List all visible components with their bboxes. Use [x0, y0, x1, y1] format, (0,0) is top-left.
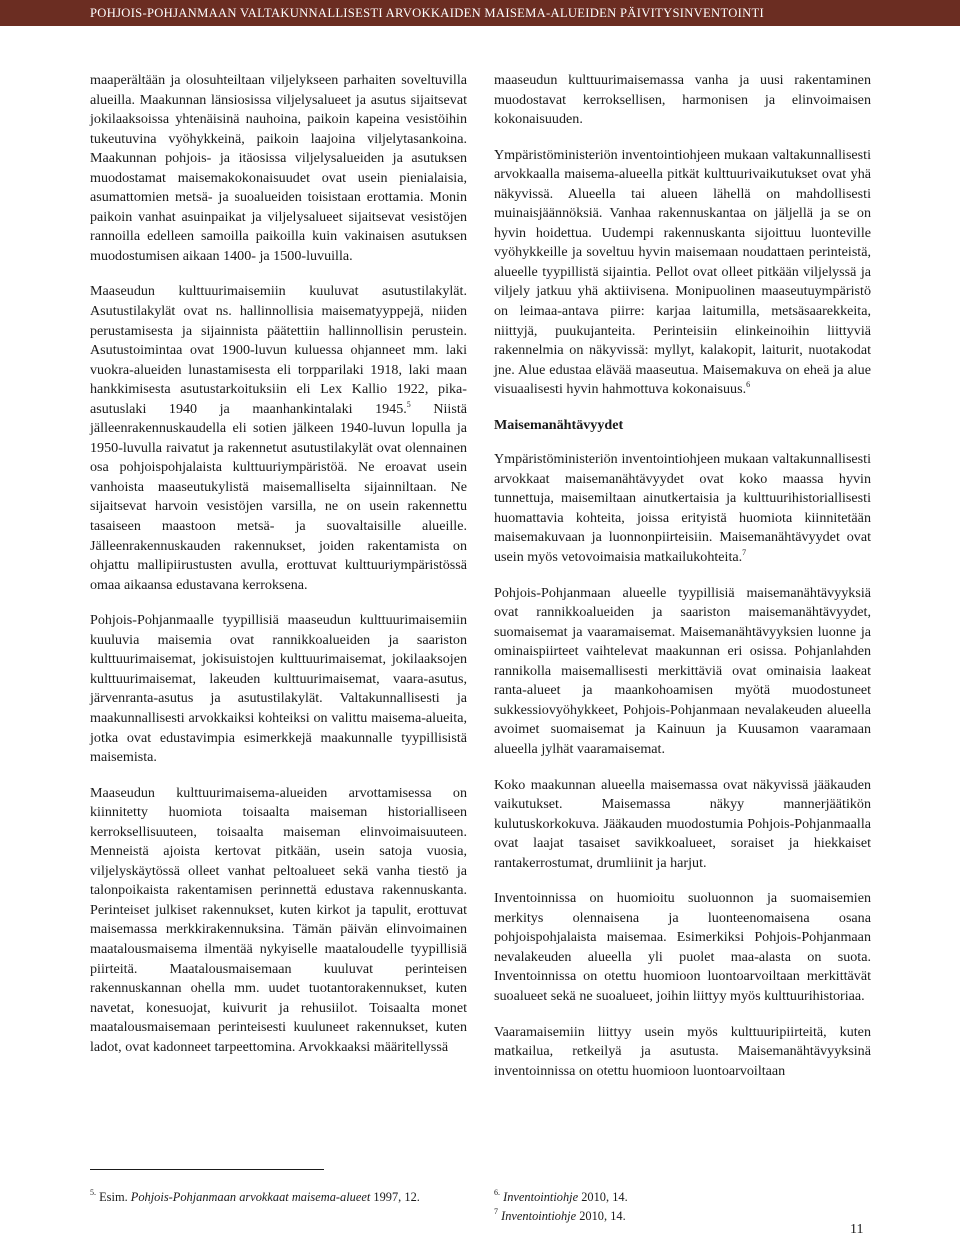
paragraph: Ympäristöministeriön inventointiohjeen mukaan valtakunnallisesti arvokkaalla maisema-alueella pitkät kulttuurivaikutukset ovat yhä näkyvissä. Alueella tai alueen lähellä on mahdollisesti muinaisjäännöksiä. Vanhaa rakennuskantaa on jäljellä ja se on hyvin hoidettua. Uudempi rakennuskanta sijoittuu luonteville vyöhykkeille ja soveltuu hyvin maisemaan noudattaen perinteistä, alueelle tyypillistä sijaintia. Pellot ovat olleet pitkään viljelyssä ja viljely jatkuu yhä aktiivisena. Monipuolinen maaseutuympäristö on leimaa-antava piirre: karjaa laitumilla, metsäsaarekkeita, niittyjä, puukujanteita. Perinteisiin elinkeinoihin liittyviä rakennelmia on näkyvissä: myllyt, kalakopit, laiturit, nuotakodat jne. Alue edustaa elävää maaseutua. Maisemakuva on eheä ja alue visuaalisesti hyvin hahmottuva kokonaisuus.$^6$: [494, 146, 871, 398]
footnote-ref: 7: [742, 548, 747, 558]
paragraph: maaseudun kulttuurimaisemassa vanha ja uusi rakentaminen muodostavat kerroksellisen, harmonisen ja elinvoimaisen kokonaisuuden.: [494, 72, 871, 128]
paragraph: Inventoinnissa on huomioitu suoluonnon ja suomaisemien merkitys olennaisena ja luonteenomaisena osana pohjoispohjalaista maisemaa. Esimerkiksi Pohjois-Pohjanmaan nevalakeuden alueella yli puolet maa-alasta on suota. Inventoinnissa on otettu huomioon luontoarvoiltaan merkittävät suoalueet sekä ne suoalueet, joihin liittyy myös kulttuurihistoriaa.: [494, 890, 871, 1004]
right-column: [494, 71, 871, 1097]
left-column: [90, 71, 467, 1073]
section-heading: Maisemanähtävyydet: [494, 416, 624, 433]
paragraph: Maaseudun kulttuurimaisemiin kuuluvat asutustilakylät. Asutustilakylät ovat ns. hallinnollisia maisematyyppejä, niiden perustamisesta ja sijainnista päätettiin hallinnollisin perustein. Asutustoimintaa ovat 1900-luvun kuluessa ohjanneet mm. laki vuokra-alueiden lunastamisesta eli torpparilaki 1918, laki maan hankkimisesta asutustarkoituksiin eli Lex Kallio 1922, pika-asutuslaki 1940 ja maanhankintalaki 1945.$^5$ Niistä jälleenrakennuskaudella eli sotien jälkeen 1940-luvun lopulla ja 1950-luvulla raivatut ja rakennetut asutustilakylät ovat olennainen osa pohjoispohjalaista kulttuuriympäristöä. Ne eroavat usein vanhoista maaseutukylistä maisemalliselta sijainniltaan. Ne sijaitsevat harvoin vesistöjen varsilla, ne on usein rakennettu tasaiseen maastoon metsä- ja suovaltaisille alueille. Jälleenrakennuskauden rakennukset, joiden rakentamista on ohjattu mallipiirustusten avulla, erottuvat kulttuuriympäristössä omaa aikaansa edustavana kerroksena.: [90, 283, 467, 593]
header-title: POHJOIS-POHJANMAAN VALTAKUNNALLISESTI ARVOKKAIDEN MAISEMA-ALUEIDEN PÄIVITYSINVENTOINTI: [90, 5, 764, 20]
footnote-ref: 6: [746, 380, 751, 390]
footnote-6: $^{6.}$ Inventointiohje 2010, 14.: [494, 1188, 628, 1204]
paragraph: Pohjois-Pohjanmaan alueelle tyypillisiä maisemanähtävyyksiä ovat rannikkoalueiden ja saariston maisemanähtävyydet, suomaisemat ja vaaramaisemat. Maisemanähtävyyksien luonne ja ominaispiirteet vaihtelevat maakunnan eri osissa. Pohjanlahden rannikolla maisemallisesti merkittäviä ovat ominaisia laakeat ranta-alueet ja maankohoamisen myötä muodostuneet sukkessiovyöhykkeet, Pohjois-Pohjanmaan nevalakeuden alueella avoimet suomaisemat ja Kainuun ja Kuusamon vaaramaan alueella jylhät vaaramaisemat.: [494, 584, 871, 757]
page-number: 11: [850, 1222, 864, 1237]
footnote-5: $^{5.}$ Esim. Pohjois-Pohjanmaan arvokkaat maisema-alueet 1997, 12.: [90, 1188, 420, 1204]
paragraph: maaperältään ja olosuhteiltaan viljelykseen parhaiten soveltuvilla alueilla. Maakunnan länsiosissa viljelysalueet ja asutus sijaitsevat jokilaaksoissa yhtenäisinä nauhoina, paikoin kapeina vesistöihin tukeutuvina vyöhykkeinä, paikoin laajoina viljelytasankoina. Maakunnan pohjois- ja itäosissa viljelysalueiden ja asutuksen muodostamat maisemakokonaisuudet ovat usein pienialaisia, asumattomien metsä- ja suoalueiden toisistaan erottamia. Monin paikoin vanhat asuinpaikat ja viljelysalueet sijaitsevat vesistöjen rannoilla edelleen samoilla paikoilla kuin vakinaisen asutuksen muodostumisen aikaan 1400- ja 1500-luvuilla.: [90, 72, 467, 264]
footnote-7: $^7$ Inventointiohje 2010, 14.: [494, 1207, 626, 1223]
paragraph: Maaseudun kulttuurimaisema-alueiden arvottamisessa on kiinnitetty huomiota toisaalta maiseman historialliseen kerroksellisuuteen, toisaalta maiseman elinvoimaisuuteen. Menneistä ajoista kertovat pitkään, usein satoja vuosia, viljelyskäytössä olleet vanhat peltoalueet sekä vanha tiestö ja talonpoikaista rakentamisen perinnettä edustava rakennuskanta. Perinteiset julkiset rakennukset, kuten kirkot ja tapulit, erottuvat maisemassa merkkirakennuksina. Tämän päivän elinvoimainen maatalousmaisema ilmentää nykyiselle maataloudelle tyypillisiä piirteitä. Maatalousmaisemaan kuuluvat perinteisen rakennuskannan ohella mm. uudet tuotantorakennukset, kuten navetat, konesuojat, kuivurit ja rehusiilot. Toisaalta monet maatalousmaisemaan perinteisesti kuuluneet rakennukset, kuten ladot, ovat kadonneet tarpeettomina. Arvokkaaksi määritellyssä: [90, 784, 467, 1055]
footnote-ref: 5: [406, 399, 411, 409]
paragraph: Pohjois-Pohjanmaalle tyypillisiä maaseudun kulttuurimaisemiin kuuluvia maisemia ovat rannikkoalueiden ja saariston kulttuurimaisemat, jokisuistojen kulttuurimaisemat, jokilaaksojen kulttuurimaisemat, lakeuden kulttuurimaisemat, vaara-asutus, järvenranta-asutus ja asutustilakylät. Valtakunnallisesti ja maakunnallisesti arvokkaiksi kohteiksi on valittu maisema-alueita, jotka ovat edustavimpia esimerkkejä maakunnalle tyypillisistä maisemista.: [90, 612, 467, 766]
paragraph: Ympäristöministeriön inventointiohjeen mukaan valtakunnallisesti arvokkaat maisemanähtävyydet ovat koko maassa hyvin tunnettuja, maisemiltaan ainutkertaisia ja kulttuurihistoriallisesti huomattavia kohteita, joissa erityistä huomiota kiinnitetään maisemakuvaan ja luonnonpiirteisiin. Maisemanähtävyydet ovat usein myös vetovoimaisia matkailukohteita.$^7$: [494, 451, 871, 566]
page-header: [0, 0, 960, 26]
paragraph: Vaaramaisemiin liittyy usein myös kulttuuripiirteitä, kuten matkailua, retkeilyä ja asutusta. Maisemanähtävyyksinä inventoinnissa on otettu huomioon luontoarvoiltaan: [494, 1023, 871, 1079]
footnote-divider: [90, 1169, 324, 1170]
paragraph: Koko maakunnan alueella maisemassa ovat näkyvissä jääkauden vaikutukset. Maisemassa näkyy mannerjäätikön kulutuskorkokuva. Jääkauden muodostumia Pohjois-Pohjanmaalla ovat laajat tasaiset savikkoalueet, soraiset ja hiekkaiset rantakerrostumat, drumliinit ja harjut.: [494, 776, 871, 871]
